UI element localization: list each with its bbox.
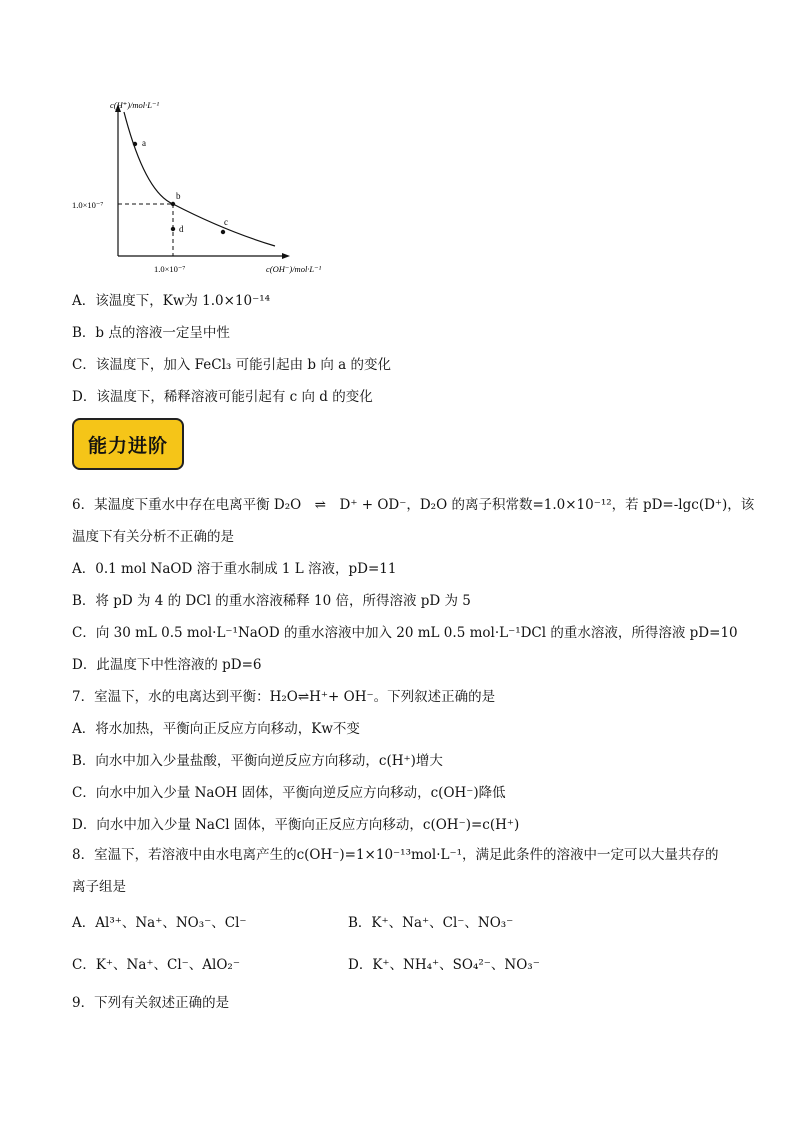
q5-option-a: A．该温度下，Kw为 1.0×10⁻¹⁴: [72, 293, 271, 309]
point-a: [133, 142, 137, 146]
q7-stem: 7．室温下，水的电离达到平衡：H₂O⇌H⁺+ OH⁻。下列叙述正确的是: [72, 689, 496, 705]
q5-option-d: D．该温度下，稀释溶液可能引起有 c 向 d 的变化: [72, 389, 373, 405]
y-axis-label: c(H⁺)/mol·L⁻¹: [110, 100, 160, 110]
section-badge-label: 能力进阶: [87, 434, 168, 457]
point-a-label: a: [142, 138, 146, 148]
kw-curve-graph: [70, 96, 340, 281]
q6-stem-line1: 6．某温度下重水中存在电离平衡 D₂O ⇌ D⁺ + OD⁻，D₂O 的离子积常数=1.0×10⁻¹²，若 pD=-lgc(D⁺)，该: [72, 497, 755, 513]
y-tick-label: 1.0×10⁻⁷: [72, 200, 104, 210]
q5-option-c: C．该温度下，加入 FeCl₃ 可能引起由 b 向 a 的变化: [72, 357, 391, 373]
point-d: [171, 227, 175, 231]
q6-option-b: B．将 pD 为 4 的 DCl 的重水溶液稀释 10 倍，所得溶液 pD 为 5: [72, 593, 471, 609]
q8-stem-line1: 8．室温下，若溶液中由水电离产生的c(OH⁻)=1×10⁻¹³mol·L⁻¹，满足此条件的溶液中一定可以大量共存的: [72, 847, 719, 863]
q8-option-a: A．Al³⁺、Na⁺、NO₃⁻、Cl⁻: [72, 915, 247, 931]
x-axis-label: c(OH⁻)/mol·L⁻¹: [266, 264, 322, 274]
point-c: [221, 230, 225, 234]
q7-option-a: A．将水加热，平衡向正反应方向移动，Kw不变: [72, 721, 360, 737]
point-b: [171, 202, 175, 206]
point-d-label: d: [179, 224, 184, 234]
q8-stem-line2: 离子组是: [72, 879, 126, 895]
q6-stem-line2: 温度下有关分析不正确的是: [72, 529, 234, 545]
q6-option-c: C．向 30 mL 0.5 mol·L⁻¹NaOD 的重水溶液中加入 20 mL 0.5 mol·L⁻¹DCl 的重水溶液，所得溶液 pD=10: [72, 625, 738, 641]
x-tick-label: 1.0×10⁻⁷: [154, 264, 186, 274]
q7-option-b: B．向水中加入少量盐酸，平衡向逆反应方向移动，c(H⁺)增大: [72, 753, 443, 769]
q8-option-b: B．K⁺、Na⁺、Cl⁻、NO₃⁻: [348, 915, 514, 931]
kw-curve: [124, 112, 275, 246]
x-axis-arrow: [282, 253, 290, 259]
q5-option-b: B．b 点的溶液一定呈中性: [72, 325, 230, 341]
point-b-label: b: [176, 191, 181, 201]
q8-option-c: C．K⁺、Na⁺、Cl⁻、AlO₂⁻: [72, 957, 240, 973]
point-c-label: c: [224, 217, 228, 227]
q8-option-d: D．K⁺、NH₄⁺、SO₄²⁻、NO₃⁻: [348, 957, 540, 973]
q6-option-d: D．此温度下中性溶液的 pD=6: [72, 657, 262, 673]
q9-stem: 9．下列有关叙述正确的是: [72, 995, 230, 1011]
q7-option-c: C．向水中加入少量 NaOH 固体，平衡向逆反应方向移动，c(OH⁻)降低: [72, 785, 506, 801]
q6-option-a: A．0.1 mol NaOD 溶于重水制成 1 L 溶液，pD=11: [72, 561, 397, 577]
section-badge: [72, 418, 184, 470]
q7-option-d: D．向水中加入少量 NaCl 固体，平衡向正反应方向移动，c(OH⁻)=c(H⁺): [72, 817, 520, 833]
